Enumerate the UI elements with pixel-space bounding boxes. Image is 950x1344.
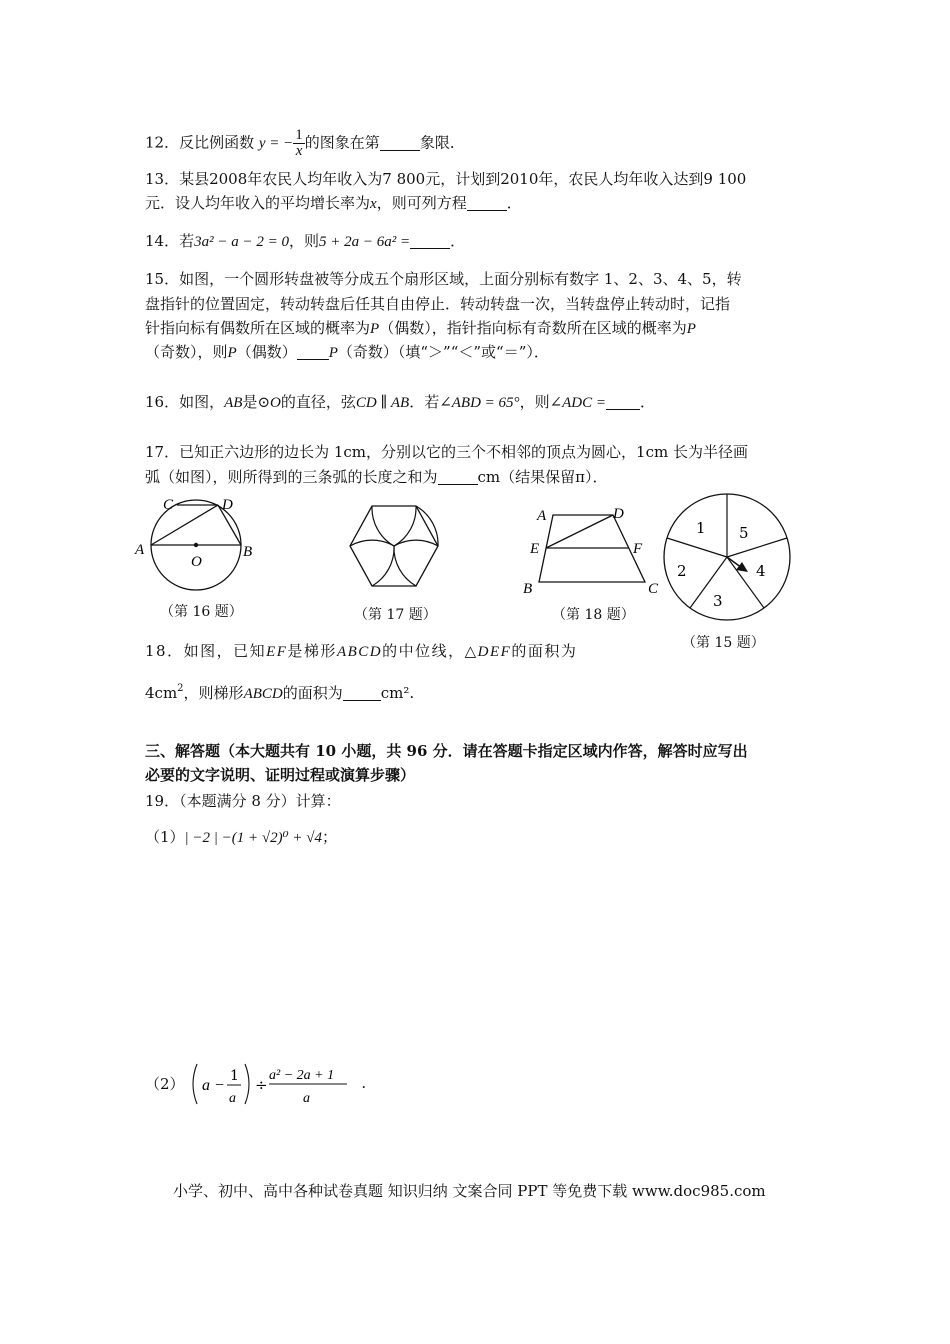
q14-mid: ，则 — [288, 232, 319, 250]
q16-end: ． — [640, 393, 656, 411]
question-17-line1: 17．已知正六边形的边长为 1cm，分别以它的三个不相邻的顶点为圆心，1cm 长为半径画 — [145, 443, 748, 461]
q18-abcd-2: ABCD — [243, 686, 283, 702]
q19-p2-end: . — [361, 1074, 367, 1092]
q16-then: ，则 — [519, 393, 550, 411]
q18-text-c: 的中位线， — [382, 642, 465, 660]
q18-text-e: ，则梯形 — [183, 684, 244, 702]
q17-text-after: cm（结果保留π）． — [477, 468, 608, 486]
q19-p1-expression: | −2 | −(1 + √2)⁰ + √4 — [184, 830, 323, 846]
q12-frac-num: 1 — [295, 127, 303, 143]
q18-text-b: 是梯形 — [287, 642, 337, 660]
segment-ad — [151, 505, 218, 545]
q18-area: 4cm — [145, 684, 178, 702]
sector-4: 4 — [756, 562, 766, 580]
q12-text: 反比例函数 — [179, 133, 255, 152]
pointer-arrow-icon — [736, 562, 748, 572]
q18-text-d: 的面积为 — [511, 642, 578, 660]
divider-2 — [727, 538, 787, 557]
q15-p3: P — [227, 345, 237, 361]
q16-ab: AB — [224, 395, 243, 411]
q13-text: 元．设人均年收入的平均增长率为 — [145, 194, 371, 212]
q18-area-sup: 2 — [177, 683, 184, 694]
label-b: B — [243, 544, 253, 560]
center-point — [194, 543, 198, 547]
label-d: D — [613, 506, 624, 522]
q16-circle: ⊙O — [257, 395, 281, 411]
sector-5: 5 — [739, 524, 749, 542]
q13-answer-blank[interactable] — [467, 196, 507, 211]
q18-unit: cm². — [380, 684, 415, 702]
q12-frac-den: x — [295, 143, 303, 159]
q16-parallel: CD ∥ AB — [355, 395, 410, 411]
question-13-line1: 13．某县2008年农民人均年收入为7 800元，计划到2010年，农民人均年收入达到9 100 — [145, 170, 747, 188]
question-15-line2: 盘指针的位置固定，转动转盘后任其自由停止．转动转盘一次，当转盘停止转动时，记指 — [145, 295, 731, 313]
q12-fraction — [293, 128, 305, 159]
q14-eq2: 5 + 2a − 6a² = — [318, 234, 411, 250]
divider-5 — [667, 538, 727, 557]
q12-end: 象限． — [419, 133, 465, 152]
q14-end: ． — [450, 232, 466, 250]
q12-number: 12． — [145, 133, 180, 152]
figure-15-caption: （第 15 题） — [682, 635, 765, 651]
svg-text:a² − 2a + 1: a² − 2a + 1 — [269, 1068, 335, 1083]
question-15-line3 — [145, 317, 696, 340]
q15-text4b: （偶数） — [236, 343, 297, 361]
sector-3: 3 — [713, 592, 723, 610]
q15-text3b: （偶数），指针指向标有奇数所在区域的概率为 — [379, 319, 687, 337]
q12-after: 的图象在第 — [304, 133, 380, 152]
figure-18-diagram — [520, 500, 666, 602]
q14-number: 14．若 — [145, 232, 195, 250]
q17-answer-blank[interactable] — [438, 470, 478, 485]
label-f: F — [633, 541, 643, 557]
sector-1: 1 — [696, 519, 706, 537]
label-a: A — [135, 542, 145, 558]
question-16 — [145, 391, 655, 414]
figure-16-caption: （第 16 题） — [160, 604, 243, 620]
q15-p2: P — [686, 321, 696, 337]
q15-p4: P — [328, 345, 338, 361]
q12-answer-blank[interactable] — [380, 136, 420, 151]
label-d: D — [222, 497, 233, 513]
q19-p1-label: （1） — [145, 828, 185, 846]
q15-text3: 针指向标有偶数所在区域的概率为 — [145, 319, 371, 337]
section-3-heading-line1: 三、解答题（本大题共有 10 小题，共 96 分．请在答题卡指定区域内作答，解答时应写出 — [145, 742, 748, 760]
q18-abcd: ABCD — [336, 644, 383, 660]
q12-formula: y = − — [258, 135, 294, 152]
question-19-part1 — [145, 826, 337, 849]
q18-ef: EF — [266, 644, 288, 660]
q15-p: P — [370, 321, 380, 337]
figure-17-caption: （第 17 题） — [354, 607, 437, 623]
svg-text:a −: a − — [202, 1077, 226, 1094]
q18-answer-blank[interactable] — [343, 686, 381, 701]
q13-var: x — [370, 196, 377, 212]
q13-text-after: ，则可列方程 — [376, 194, 467, 212]
q18-text-f: 的面积为 — [282, 684, 343, 702]
q15-text4a: （奇数），则 — [145, 343, 228, 361]
question-12 — [145, 128, 465, 159]
question-19-part2 — [145, 1060, 366, 1106]
q18-triangle: △DEF — [464, 644, 512, 660]
label-a: A — [537, 508, 547, 524]
q16-text: 的直径，弦 — [280, 393, 356, 411]
label-c: C — [648, 581, 659, 597]
q19-p2-expression — [189, 1060, 361, 1108]
q16-answer-blank[interactable] — [606, 395, 640, 410]
q19-p1-end: ； — [322, 828, 338, 846]
q18-text-a: 18．如图，已知 — [145, 642, 267, 660]
q14-answer-blank[interactable] — [410, 234, 450, 249]
svg-text:1: 1 — [230, 1068, 240, 1084]
q16-if: ．若 — [409, 393, 440, 411]
label-o: O — [191, 554, 202, 570]
svg-text:a: a — [229, 1091, 237, 1106]
section-3-heading-line2: 必要的文字说明、证明过程或演算步骤） — [145, 766, 416, 784]
svg-text:÷: ÷ — [255, 1076, 268, 1094]
q13-end: ． — [506, 194, 522, 212]
q16-is: 是 — [242, 393, 258, 411]
q15-text4c: （奇数）（填“＞”“＜”或“＝”）． — [337, 343, 549, 361]
question-15-line4 — [145, 341, 549, 364]
segment-ed — [546, 515, 613, 548]
label-e: E — [530, 541, 540, 557]
arc-left — [350, 540, 394, 586]
figure-16-diagram — [130, 494, 260, 594]
question-17-line2 — [145, 466, 608, 488]
label-c: C — [163, 497, 174, 513]
question-13-line2 — [145, 192, 522, 215]
question-18-line2 — [145, 678, 414, 705]
q16-angle1: ∠ABD = 65° — [439, 395, 520, 411]
q15-answer-blank[interactable] — [297, 345, 329, 360]
q16-angle2: ∠ADC = — [549, 395, 607, 411]
q19-p2-label: （2） — [145, 1075, 185, 1093]
question-19-title: 19．（本题满分 8 分）计算： — [145, 792, 341, 810]
arc-right — [394, 540, 438, 586]
q16-number: 16．如图， — [145, 393, 225, 411]
figure-18-caption: （第 18 题） — [552, 607, 635, 623]
q17-text: 弧（如图），则所得到的三条弧的长度之和为 — [145, 468, 438, 486]
page-footer: 小学、初中、高中各种试卷真题 知识归纳 文案合同 PPT 等免费下载 www.doc985.com — [173, 1182, 766, 1200]
label-b: B — [523, 581, 533, 597]
svg-text:a: a — [303, 1091, 311, 1106]
sector-2: 2 — [677, 562, 687, 580]
question-15-line1: 15．如图，一个圆形转盘被等分成五个扇形区域，上面分别标有数字 1、2、3、4、5，转 — [145, 270, 742, 288]
figure-17-diagram — [344, 502, 444, 594]
q14-eq1: 3a² − a − 2 = 0 — [194, 234, 289, 250]
question-14 — [145, 230, 465, 253]
question-18-line1 — [145, 640, 577, 663]
figure-15-spinner — [660, 490, 794, 624]
